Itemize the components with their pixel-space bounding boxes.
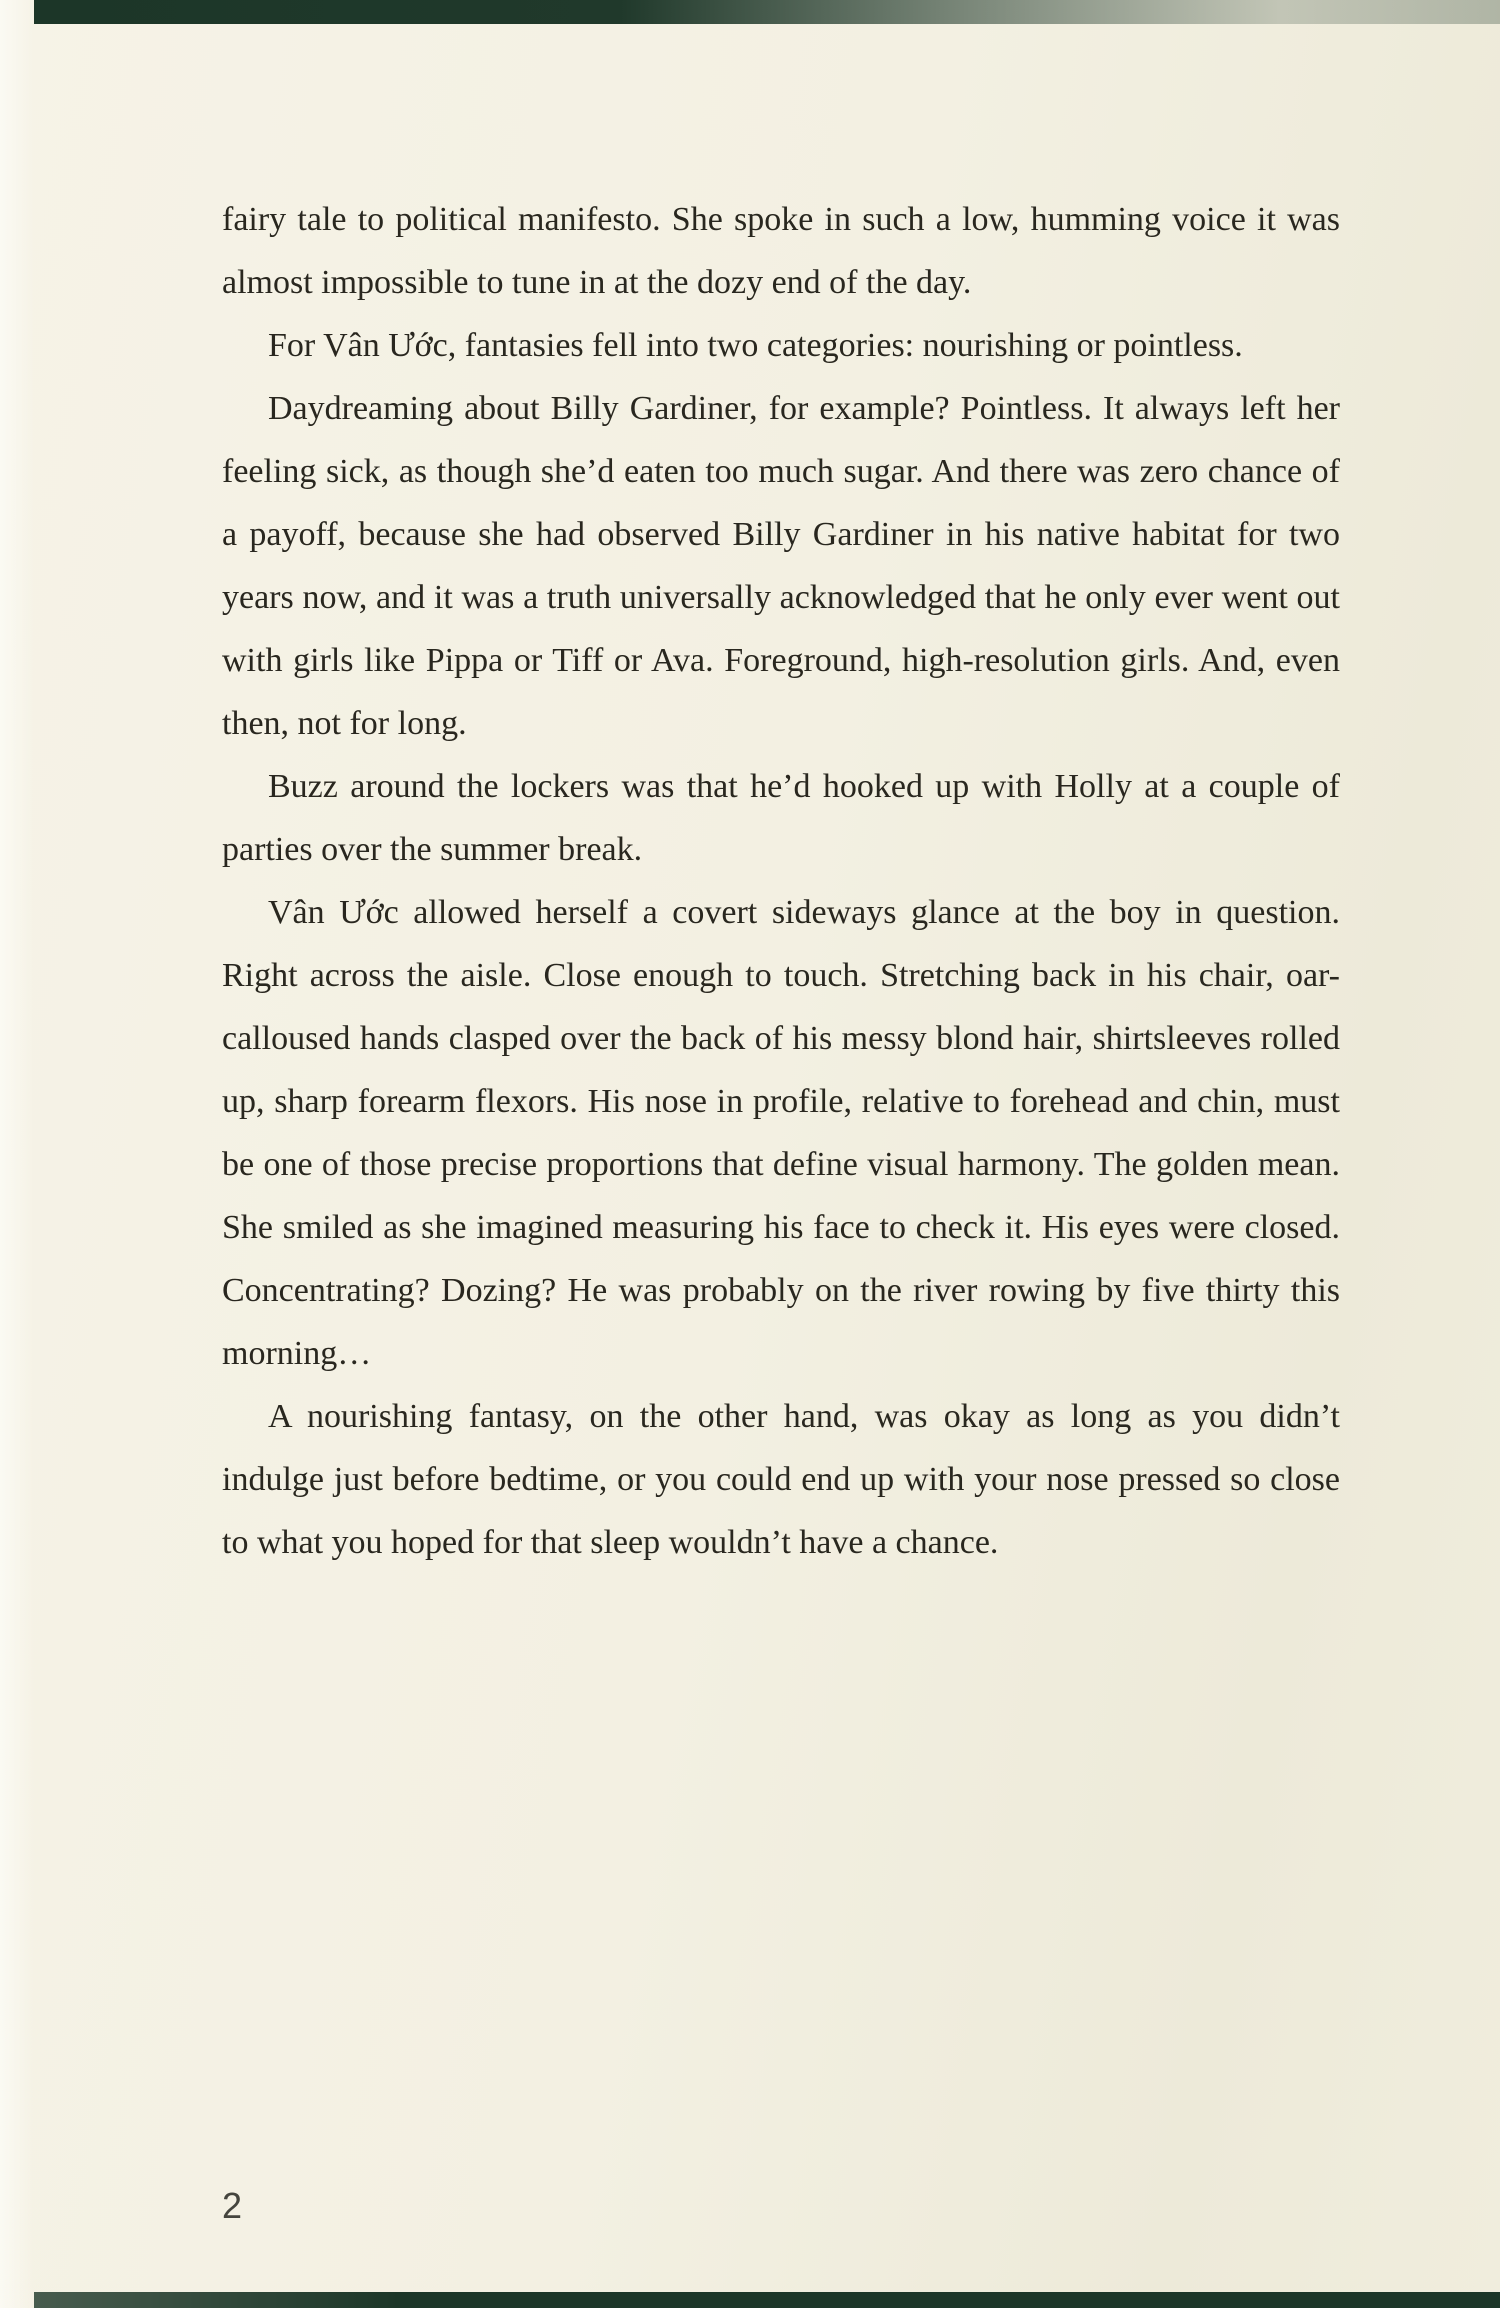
paragraph: Vân Ước allowed herself a covert sideways glance at the boy in question. Right across the aisle. Close enough to touch. Stretching back in his chair, oar-calloused hands clasped over the back of his messy blond hair, shirtsleeves rolled up, sharp forearm flexors. His nose in profile, relative to forehead and chin, must be one of those precise proportions that define visual harmony. The golden mean. She smiled as she imagined measuring his face to check it. His eyes were closed. Concentrating? Dozing? He was probably on the river rowing by five thirty this morning… (222, 894, 1340, 1372)
scan-left-edge (0, 0, 34, 2308)
paragraph: fairy tale to political manifesto. She spoke in such a low, humming voice it was almost impossible to tune in at the dozy end of the day. (222, 201, 1340, 301)
paragraph: A nourishing fantasy, on the other hand, was okay as long as you didn’t indulge just before bedtime, or you could end up with your nose pressed so close to what you hoped for that sleep wouldn’t have a chance. (222, 1398, 1340, 1561)
scan-edge-bottom (34, 2292, 1500, 2308)
body-text (222, 188, 1340, 1574)
page-number: 2 (222, 2185, 243, 2226)
paragraph: Daydreaming about Billy Gardiner, for example? Pointless. It always left her feeling sick, as though she’d eaten too much sugar. And there was zero chance of a payoff, because she had observed Billy Gardiner in his native habitat for two years now, and it was a truth universally acknowledged that he only ever went out with girls like Pippa or Tiff or Ava. Foreground, high-resolution girls. And, even then, not for long. (222, 390, 1340, 742)
paragraph: For Vân Ước, fantasies fell into two categories: nourishing or pointless. (268, 327, 1243, 364)
paragraph: Buzz around the lockers was that he’d hooked up with Holly at a couple of parties over the summer break. (222, 768, 1340, 868)
scan-edge-top (34, 0, 1500, 24)
